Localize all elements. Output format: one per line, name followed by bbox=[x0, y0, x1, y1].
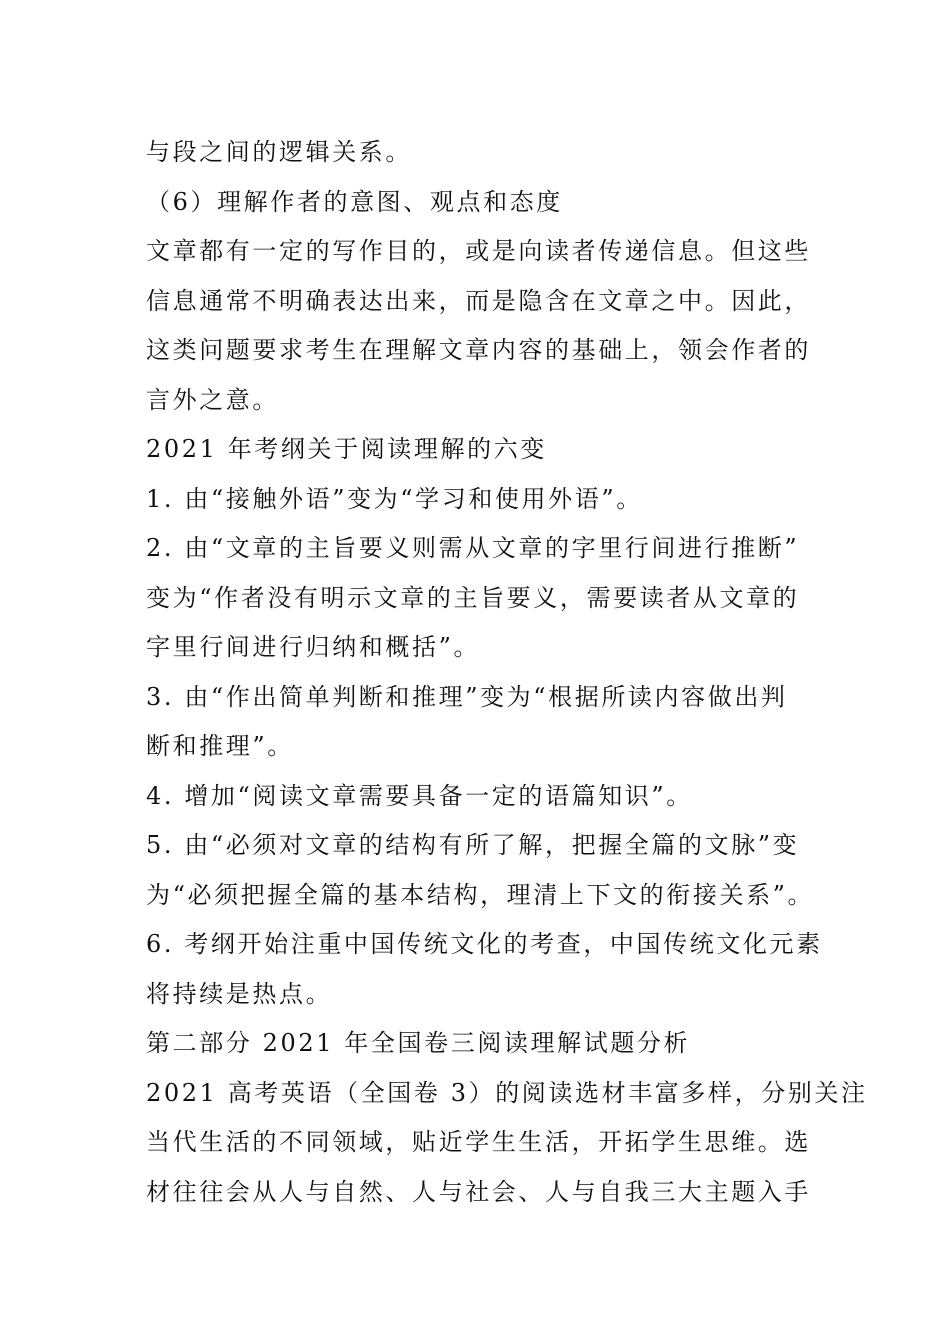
list-item-1: 1. 由“接触外语”变为“学习和使用外语”。 bbox=[146, 484, 643, 513]
text-line: 材往往会从人与自然、人与社会、人与自我三大主题入手 bbox=[146, 1177, 811, 1206]
text-line: 文章都有一定的写作目的，或是向读者传递信息。但这些 bbox=[146, 237, 811, 265]
text-line: 断和推理”。 bbox=[146, 732, 294, 760]
list-item-2: 2. 由“文章的主旨要义则需从文章的字里行间进行推断” bbox=[146, 534, 800, 562]
text-line: 字里行间进行归纳和概括”。 bbox=[146, 633, 481, 661]
text-line: 为“必须把握全篇的基本结构，理清上下文的衔接关系”。 bbox=[146, 880, 815, 909]
part-two-heading: 第二部分 2021 年全国卷三阅读理解试题分析 bbox=[146, 1029, 691, 1057]
text-line: 这类问题要求考生在理解文章内容的基础上，领会作者的 bbox=[146, 336, 811, 364]
body-text bbox=[146, 128, 868, 1217]
text-line: 言外之意。 bbox=[146, 385, 279, 414]
list-item-4: 4. 增加“阅读文章需要具备一定的语篇知识”。 bbox=[146, 781, 693, 810]
list-item-3: 3. 由“作出简单判断和推理”变为“根据所读内容做出判 bbox=[146, 682, 788, 711]
text-line: 当代生活的不同领域，贴近学生生活，开拓学生思维。选 bbox=[146, 1128, 811, 1156]
text-line: 将持续是热点。 bbox=[146, 979, 333, 1008]
text-line: 变为“作者没有明示文章的主旨要义，需要读者从文章的 bbox=[146, 583, 800, 612]
subheading-six-changes: 2021 年考纲关于阅读理解的六变 bbox=[146, 435, 547, 463]
text-line: 信息通常不明确表达出来，而是隐含在文章之中。因此， bbox=[146, 286, 811, 315]
section-heading-6: （6）理解作者的意图、观点和态度 bbox=[146, 187, 563, 216]
list-item-5: 5. 由“必须对文章的结构有所了解，把握全篇的文脉”变 bbox=[146, 831, 800, 859]
list-item-6: 6. 考纲开始注重中国传统文化的考查，中国传统文化元素 bbox=[146, 930, 823, 958]
text-line: 与段之间的逻辑关系。 bbox=[146, 138, 412, 166]
text-line: 2021 高考英语（全国卷 3）的阅读选材丰富多样，分别关注 bbox=[146, 1078, 868, 1107]
